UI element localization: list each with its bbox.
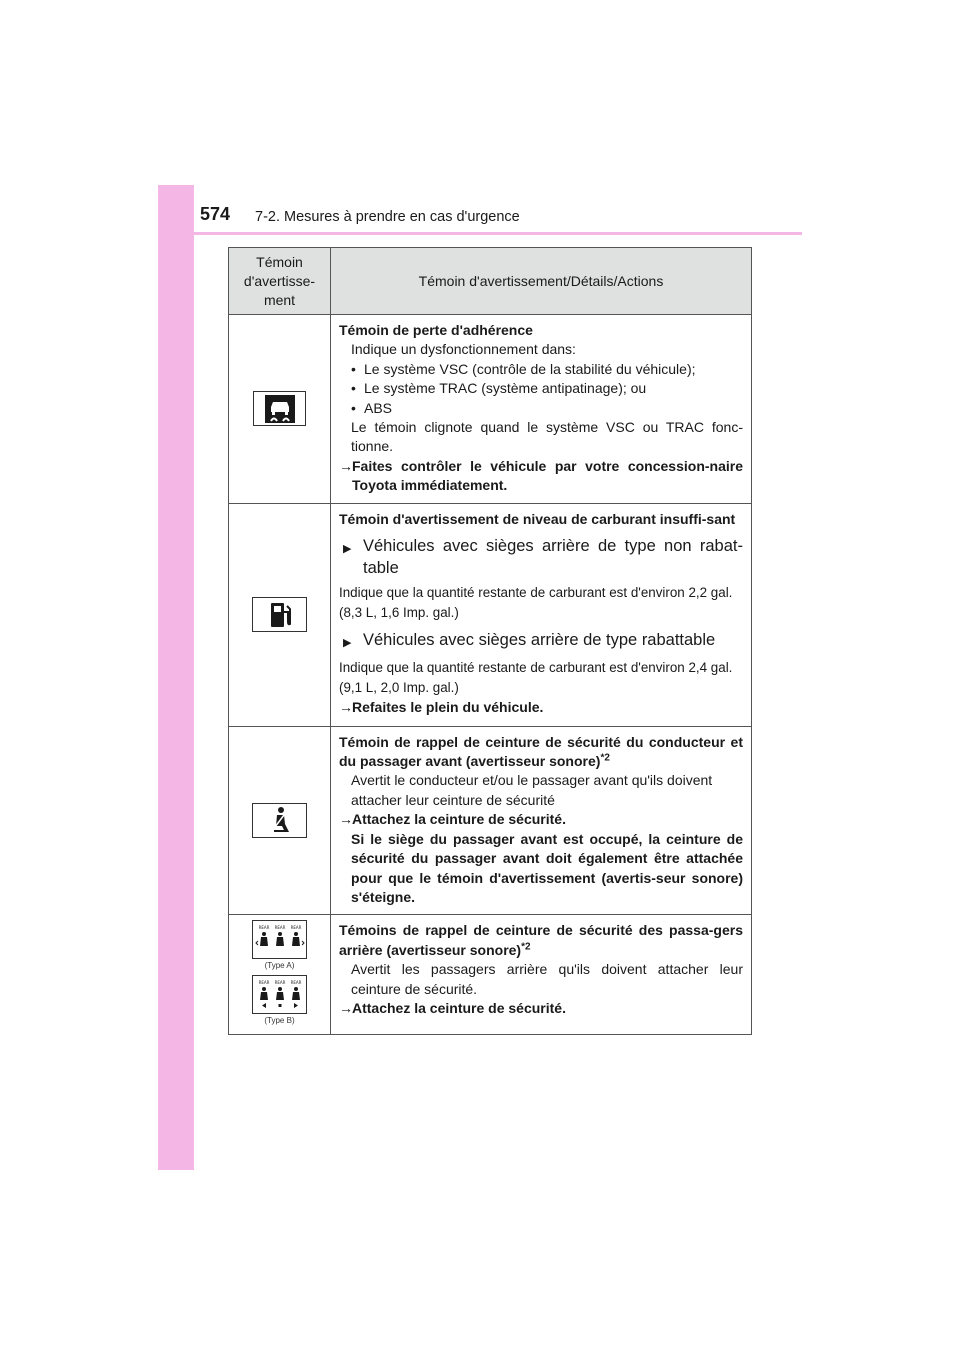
icon-cell [229, 915, 331, 1035]
svg-text:REAR: REAR [290, 980, 301, 986]
table-row [229, 726, 752, 915]
action-line: → Faites contrôler le véhicule par votre concession-naire Toyota immédiatement. [339, 457, 743, 496]
fuel-pump-icon [252, 597, 307, 632]
row-intro: Indique un dysfonctionnement dans: [351, 341, 576, 358]
row-text: Avertit les passagers arrière qu'ils doivent attacher leur ceinture de sécurité. [351, 961, 743, 997]
row-title: Témoin d'avertissement de niveau de carburant insuffi-sant [339, 510, 736, 527]
details-cell [331, 315, 752, 504]
details-cell [331, 726, 752, 915]
slip-indicator-icon [253, 391, 306, 426]
svg-text:REAR: REAR [274, 980, 285, 986]
subheading: ▶ Véhicules avec sièges arrière de type non rabat-table [339, 535, 743, 579]
svg-text:REAR: REAR [290, 925, 301, 931]
list-item: • Le système TRAC (système antipatinage); ou [351, 380, 647, 397]
side-color-tab [158, 185, 194, 1170]
table-row [229, 315, 752, 504]
footnote-marker: *2 [600, 752, 610, 764]
row-title: Témoins de rappel de ceinture de sécurité des passa-gers arrière (avertisseur sonore)$^{*2}$ [339, 922, 743, 958]
arrow-icon: → [339, 811, 353, 828]
svg-text:REAR: REAR [258, 980, 269, 986]
triangle-bullet-icon: ▶ [343, 543, 352, 556]
section-title: 7-2. Mesures à prendre en cas d'urgence [255, 209, 520, 225]
type-b-caption: (Type B) [264, 1015, 295, 1025]
col1-header-text: Témoin d'avertisse- ment [243, 253, 316, 308]
svg-text:REAR: REAR [258, 925, 269, 931]
action-line: → Attachez la ceinture de sécurité. [339, 999, 743, 1018]
type-a-caption: (Type A) [264, 960, 295, 970]
action-line: → Refaites le plein du véhicule. [339, 698, 743, 717]
action-line: → Attachez la ceinture de sécurité. [339, 810, 743, 829]
details-cell [331, 915, 752, 1035]
arrow-icon: → [339, 699, 353, 716]
rear-seatbelt-type-b-icon [252, 975, 307, 1014]
footnote-marker: *2 [521, 941, 531, 953]
row-title: Témoin de perte d'adhérence [339, 322, 533, 338]
icon-cell [229, 726, 331, 915]
row-text: Indique que la quantité restante de carburant est d'environ 2,4 gal. (9,1 L, 2,0 Imp. gal.) [339, 660, 733, 696]
details-cell [331, 503, 752, 726]
list-item: • ABS [351, 399, 393, 416]
table-header-row [229, 248, 752, 315]
triangle-bullet-icon: ▶ [343, 637, 352, 650]
page-number: 574 [200, 204, 231, 224]
header-rule [194, 232, 802, 235]
rear-seatbelt-type-a-icon [252, 920, 307, 959]
row-note: Le témoin clignote quand le système VSC ou TRAC fonc-tionne. [351, 419, 743, 455]
arrow-icon: → [339, 999, 353, 1016]
row-text: Avertit le conducteur et/ou le passager avant qu'ils doivent attacher leur ceinture de sécurité [351, 772, 713, 808]
col-header-indicator [229, 248, 331, 315]
svg-text:REAR: REAR [274, 925, 285, 931]
table-row [229, 915, 752, 1035]
subheading: ▶ Véhicules avec sièges arrière de type rabattable [339, 629, 743, 654]
row-title: Témoin de rappel de ceinture de sécurité du conducteur et du passager avant (avertisseur sonore)$^{*2}$ [339, 733, 743, 770]
col-header-details: Témoin d'avertissement/Détails/Actions [331, 248, 752, 315]
seatbelt-reminder-icon [252, 803, 307, 838]
row-text: Indique que la quantité restante de carburant est d'environ 2,2 gal. (8,3 L, 1,6 Imp. gal.) [339, 585, 733, 621]
list-item: • Le système VSC (contrôle de la stabilité du véhicule); [351, 360, 696, 377]
arrow-icon: → [339, 457, 353, 474]
action-detail: Si le siège du passager avant est occupé, la ceinture de sécurité du passager avant doit également être attachée pour que le témoin d'avertissement (avertis-seur sonore) s'éteigne. [351, 830, 743, 905]
table-row [229, 503, 752, 726]
icon-cell [229, 503, 331, 726]
icon-cell [229, 315, 331, 504]
warning-light-table [228, 247, 752, 1035]
